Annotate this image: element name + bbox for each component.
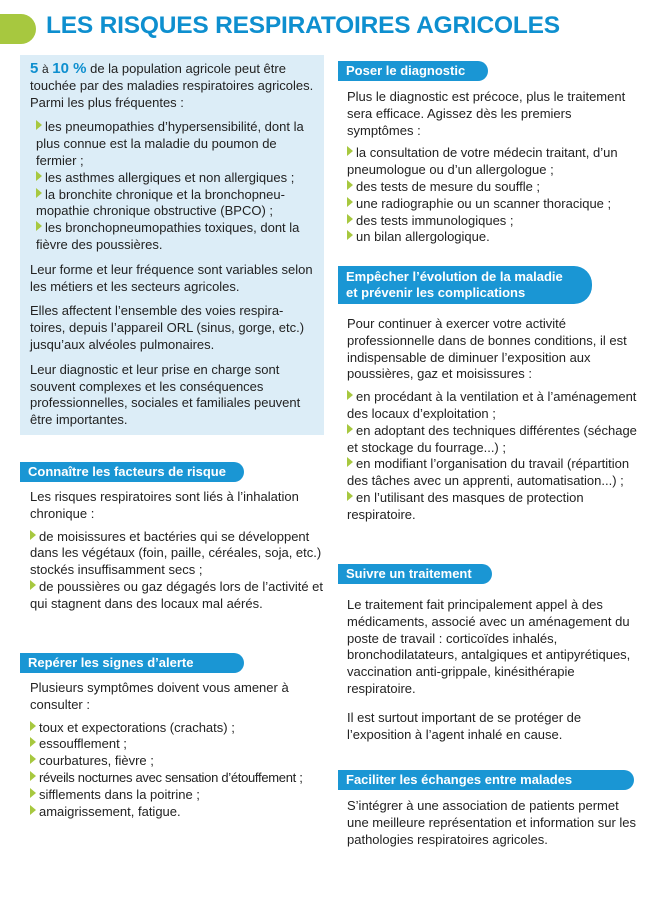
list-item: en adoptant des techniques différentes (séchage et stockage du fourrage...) ;	[347, 422, 637, 455]
bullet-icon	[30, 805, 36, 815]
section-signes	[20, 653, 324, 828]
section-paragraph: Le traitement fait principalement appel à des médicaments, associé avec un aménagement du poste de travail : corticoïdes inhalés, bronchodilatateurs, antalgiques et antipyrétiques, vaccination anti-grippale, kinésithérapie respiratoire.	[347, 597, 631, 696]
bullet-icon	[30, 530, 36, 540]
bullet-icon	[347, 457, 353, 467]
list-item: les asthmes allergiques et non allergiques ;	[36, 170, 314, 187]
section-list	[347, 145, 640, 246]
list-item: courbatures, fièvre ;	[30, 753, 324, 770]
list-item: essoufflement ;	[30, 736, 324, 753]
bullet-icon	[36, 120, 42, 130]
section-lead: Plus le diagnostic est précoce, plus le traitement sera efficace. Agissez dès les premiers symptômes :	[347, 89, 626, 138]
bullet-icon	[36, 171, 42, 181]
bullet-icon	[36, 188, 42, 198]
section-heading: Suivre un traitement	[338, 564, 492, 584]
section-lead: Les risques respiratoires sont liés à l’inhalation chronique :	[30, 489, 299, 521]
list-item: de moisissures et bactéries qui se développent dans les végétaux (foin, paille, céréales, soja, etc.) stockés insuffisamment secs ;	[30, 528, 322, 578]
bullet-icon	[347, 491, 353, 501]
section-paragraph: Il est surtout important de se protéger de l’exposition à l’agent inhalé en cause.	[347, 709, 582, 742]
stat-low: 5	[30, 60, 39, 77]
bullet-icon	[347, 390, 353, 400]
page-title: LES RISQUES RESPIRATOIRES AGRICOLES	[46, 12, 560, 39]
bullet-icon	[347, 424, 353, 434]
bullet-icon	[347, 146, 353, 156]
section-heading-line: et prévenir les complications	[346, 285, 526, 300]
bullet-icon	[347, 180, 353, 190]
list-item: toux et expectorations (crachats) ;	[30, 720, 324, 737]
section-heading: Repérer les signes d’alerte	[20, 653, 244, 673]
list-item: en l’utilisant des masques de protection respiratoire.	[347, 489, 584, 522]
list-item: les pneumopathies d’hypersensibilité, dont la plus connue est la maladie du poumon de fermier ;	[36, 119, 304, 168]
section-lead: Pour continuer à exercer votre activité professionnelle dans de bonnes conditions, il est indispensable de diminuer l’exposition aux poussières, gaz et moisissures :	[347, 316, 627, 382]
section-heading: Connaître les facteurs de risque	[20, 462, 244, 482]
stat-sep: à	[41, 62, 49, 76]
list-item: des tests de mesure du souffle ;	[347, 179, 640, 196]
section-heading	[338, 266, 592, 304]
intro-list	[30, 119, 314, 253]
section-traitement	[338, 564, 640, 749]
section-heading: Poser le diagnostic	[338, 61, 488, 81]
bullet-icon	[347, 214, 353, 224]
bullet-icon	[30, 754, 36, 764]
section-prevention	[338, 266, 640, 532]
bullet-icon	[30, 788, 36, 798]
bullet-icon	[30, 721, 36, 731]
list-item: de poussières ou gaz dégagés lors de l’activité et qui stagnent dans des locaux mal aérés.	[30, 578, 324, 611]
intro-paragraph: Leur forme et leur fréquence sont variables selon les métiers et les secteurs agricoles.	[30, 261, 313, 294]
intro-lead	[30, 61, 314, 111]
list-item: la consultation de votre médecin traitant, d’un pneumologue ou d’un allergologue ;	[347, 145, 618, 178]
bullet-icon	[347, 197, 353, 207]
list-item: une radiographie ou un scanner thoracique ;	[347, 196, 640, 213]
bullet-icon	[30, 771, 36, 781]
list-item: des tests immunologiques ;	[347, 213, 640, 230]
bullet-icon	[347, 230, 353, 240]
section-heading-line: Empêcher l’évolution de la maladie	[346, 269, 563, 284]
section-list	[30, 720, 324, 821]
title-accent-bar	[0, 14, 36, 44]
list-item: sifflements dans la poitrine ;	[30, 787, 324, 804]
list-item: réveils nocturnes avec sensation d’étouffement ;	[30, 770, 324, 787]
list-item: la bronchite chronique et la bronchopneu-mopathie chronique obstructive (BPCO) ;	[36, 186, 285, 219]
section-lead: Plusieurs symptômes doivent vous amener à consulter :	[30, 680, 289, 712]
section-list	[347, 389, 640, 523]
intro-paragraph: Leur diagnostic et leur prise en charge sont souvent complexes et les conséquences professionnelles, sociales et familiales peuvent être importantes.	[30, 361, 301, 428]
section-echanges	[338, 770, 640, 854]
intro-lead-text: de la population agricole peut être touchée par des maladies respiratoires agricoles. Parmi les plus fréquentes :	[30, 61, 314, 110]
stat-high: 10 %	[52, 60, 87, 77]
section-list	[30, 529, 324, 613]
list-item: amaigrissement, fatigue.	[30, 804, 324, 821]
list-item: en procédant à la ventilation et à l’aménagement des locaux d’exploitation ;	[347, 389, 637, 421]
section-paragraph: S’intégrer à une association de patients permet une meilleure représentation et information sur les pathologies respiratoires agricoles.	[347, 798, 637, 847]
intro-box	[20, 55, 324, 435]
list-item: les bronchopneumopathies toxiques, dont la fièvre des poussières.	[36, 220, 300, 252]
section-diagnostic	[338, 61, 640, 254]
bullet-icon	[36, 221, 42, 231]
section-facteurs	[20, 462, 324, 621]
bullet-icon	[30, 737, 36, 747]
intro-paragraph: Elles affectent l’ensemble des voies respira-toires, depuis l’appareil ORL (sinus, gorge, etc.) jusqu’aux alvéoles pulmonaires.	[30, 303, 305, 352]
list-item: un bilan allergologique.	[347, 229, 640, 246]
list-item: en modifiant l’organisation du travail (répartition des tâches avec un apprenti, automatisation...) ;	[347, 456, 630, 489]
section-heading: Faciliter les échanges entre malades	[338, 770, 634, 790]
bullet-icon	[30, 580, 36, 590]
